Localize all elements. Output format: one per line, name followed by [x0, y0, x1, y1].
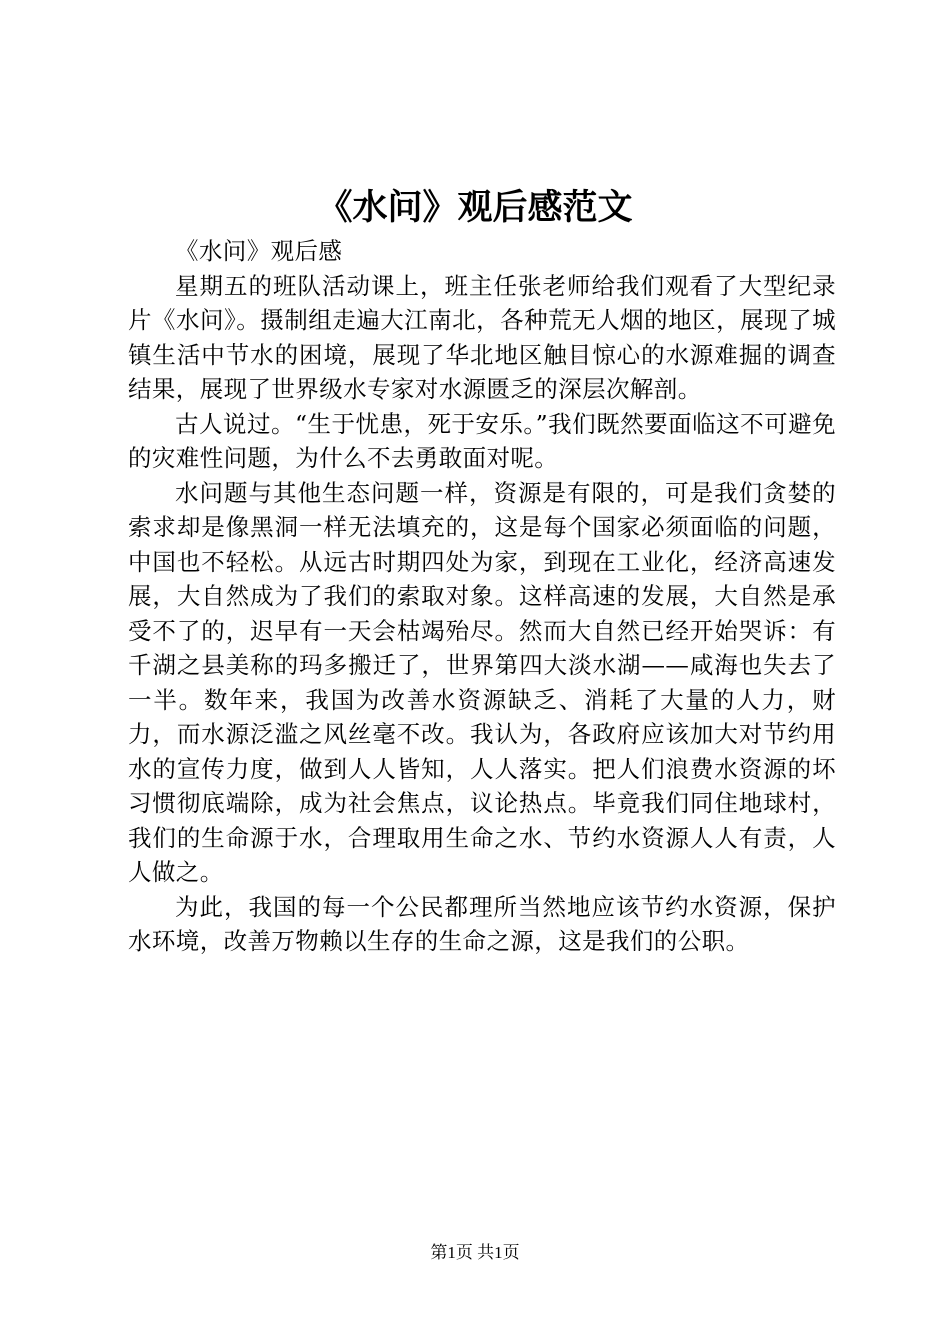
paragraph-3: 水问题与其他生态问题一样，资源是有限的，可是我们贪婪的索求却是像黑洞一样无法填充的，这是每个国家必须面临的问题，中国也不轻松。从远古时期四处为家，到现在工业化，经济高速发展，大自然成为了我们的索取对象。这样高速的发展，大自然是承受不了的，迟早有一天会枯竭殆尽。然而大自然已经开始哭诉：有千湖之县美称的玛多搬迁了，世界第四大淡水湖——咸海也失去了一半。数年来，我国为改善水资源缺乏、消耗了大量的人力，财力，而水源泛滥之风丝毫不改。我认为，各政府应该加大对节约用水的宣传力度，做到人人皆知，人人落实。把人们浪费水资源的坏习惯彻底端除，成为社会焦点，议论热点。毕竟我们同住地球村，我们的生命源于水，合理取用生命之水、节约水资源人人有责，人人做之。 — [128, 478, 836, 886]
paragraph-1: 星期五的班队活动课上，班主任张老师给我们观看了大型纪录片《水问》。摄制组走遍大江南北，各种荒无人烟的地区，展现了城镇生活中节水的困境，展现了华北地区触目惊心的水源难掘的调查结果，展现了世界级水专家对水源匮乏的深层次解剖。 — [128, 271, 836, 403]
paragraph-subtitle: 《水问》观后感 — [175, 237, 343, 265]
document-body — [128, 234, 836, 959]
paragraph-4: 为此，我国的每一个公民都理所当然地应该节约水资源，保护水环境，改善万物赖以生存的生命之源，这是我们的公职。 — [128, 892, 836, 955]
page-footer: 第1页 共1页 — [430, 1243, 520, 1262]
document-title: 《水问》观后感范文 — [317, 187, 633, 228]
paragraph-2: 古人说过。“生于忧患，死于安乐。”我们既然要面临这不可避免的灾难性问题，为什么不去勇敢面对呢。 — [128, 409, 836, 472]
